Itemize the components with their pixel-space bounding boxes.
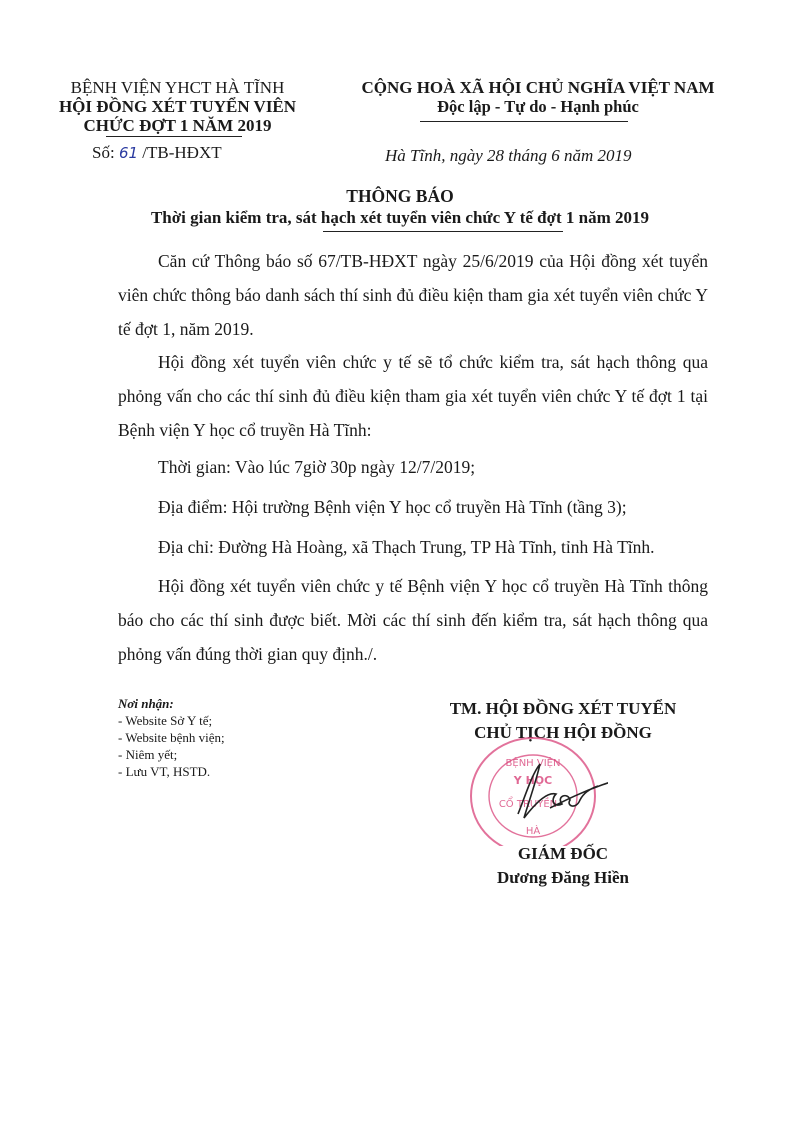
body-paragraph-2: Hội đồng xét tuyển viên chức y tế sẽ tổ chức kiểm tra, sát hạch thông qua phỏng vấn cho các thí sinh đủ điều kiện tham gia xét tuyển viên chức Y tế đợt 1 tại Bệnh viện Y học cổ truyền Hà Tĩnh:	[118, 352, 708, 440]
org-council-round: CHỨC ĐỢT 1 NĂM 2019	[83, 116, 272, 135]
signer-position: GIÁM ĐỐC	[517, 844, 609, 863]
org-council: HỘI ĐỒNG XÉT TUYỂN VIÊN	[58, 97, 297, 116]
national-motto: Độc lập - Tự do - Hạnh phúc	[437, 97, 639, 116]
motto-underline	[420, 121, 628, 122]
header-right	[318, 78, 758, 116]
signer-name: Dương Đăng Hiền	[496, 868, 630, 887]
doc-title: THÔNG BÁO	[346, 186, 454, 206]
body-paragraph-3: Hội đồng xét tuyển viên chức y tế Bệnh viện Y học cổ truyền Hà Tĩnh thông báo cho các thí sinh được biết. Mời các thí sinh đến kiểm tra, sát hạch thông qua phỏng vấn đúng thời gian quy định./.	[118, 576, 708, 664]
stamp-text-low: CỔ TRUYỀN	[498, 799, 558, 810]
subtitle-underline	[323, 231, 563, 232]
doc-number-handwritten: 61	[118, 144, 139, 162]
recipient-item: - Niêm yết;	[118, 747, 178, 762]
header-left-underline	[106, 136, 242, 137]
recipients	[118, 695, 225, 780]
body-place: Địa điểm: Hội trường Bệnh viện Y học cổ truyền Hà Tĩnh (tầng 3);	[158, 497, 627, 517]
body-paragraph-1: Căn cứ Thông báo số 67/TB-HĐXT ngày 25/6/2019 của Hội đồng xét tuyển viên chức thông báo danh sách thí sinh đủ điều kiện tham gia xét tuyển viên chức Y tế đợt 1, năm 2019.	[118, 251, 708, 339]
recipient-item: - Lưu VT, HSTD.	[118, 764, 211, 779]
stamp-text-bottom: HÀ	[525, 826, 541, 837]
org-parent: BỆNH VIỆN YHCT HÀ TĨNH	[70, 78, 285, 97]
signature-title: TM. HỘI ĐỒNG XÉT TUYỂN	[449, 699, 677, 718]
doc-number-prefix: Số:	[92, 143, 115, 162]
doc-number-suffix: /TB-HĐXT	[142, 143, 222, 162]
recipients-heading: Nơi nhận:	[118, 696, 174, 711]
stamp-text-top: BỆNH VIỆN	[505, 758, 561, 769]
signer	[398, 842, 728, 890]
recipient-item: - Website bệnh viện;	[118, 730, 225, 745]
doc-number	[92, 143, 312, 163]
doc-subtitle: Thời gian kiểm tra, sát hạch xét tuyển viên chức Y tế đợt 1 năm 2019	[150, 208, 650, 227]
body-address: Địa chỉ: Đường Hà Hoàng, xã Thạch Trung, TP Hà Tĩnh, tỉnh Hà Tĩnh.	[158, 537, 655, 557]
header-left	[40, 78, 315, 137]
stamp-text-mid: Y HỌC	[513, 774, 553, 787]
national-title: CỘNG HOÀ XÃ HỘI CHỦ NGHĨA VIỆT NAM	[361, 78, 715, 97]
signature-role: CHỦ TỊCH HỘI ĐỒNG	[474, 723, 652, 742]
issue-date: Hà Tĩnh, ngày 28 tháng 6 năm 2019	[385, 146, 632, 165]
body-time: Thời gian: Vào lúc 7giờ 30p ngày 12/7/2019;	[158, 457, 476, 477]
recipient-item: - Website Sở Y tế;	[118, 713, 213, 728]
official-stamp	[458, 734, 608, 846]
